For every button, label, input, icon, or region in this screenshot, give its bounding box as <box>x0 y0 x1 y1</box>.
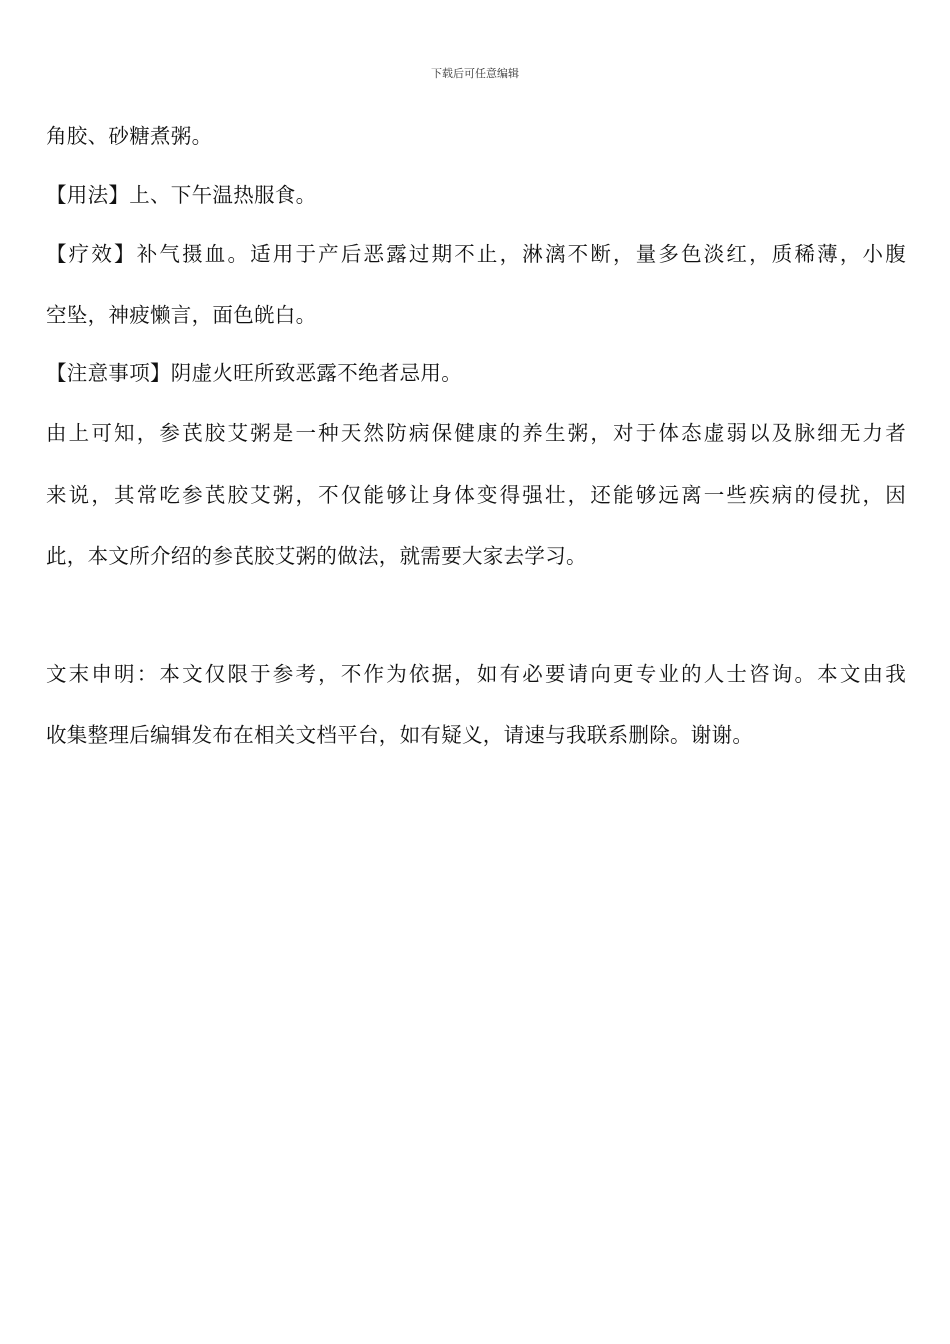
text-line: 此，本文所介绍的参芪胶艾粥的做法，就需要大家去学习。 <box>46 544 587 568</box>
page-header: 下载后可任意编辑 <box>431 67 519 80</box>
text-line: 【用法】上、下午温热服食。 <box>46 183 317 207</box>
text-line: 来说，其常吃参芪胶艾粥，不仅能够让身体变得强壮，还能够远离一些疾病的侵扰，因 <box>46 483 906 507</box>
text-line: 角胶、砂糖煮粥。 <box>46 124 213 148</box>
text-line: 由上可知，参芪胶艾粥是一种天然防病保健康的养生粥，对于体态虚弱以及脉细无力者 <box>46 421 906 445</box>
text-line: 文末申明：本文仅限于参考，不作为依据，如有必要请向更专业的人士咨询。本文由我 <box>46 662 906 686</box>
text-line: 空坠，神疲懒言，面色㿠白。 <box>46 303 317 327</box>
text-line: 收集整理后编辑发布在相关文档平台，如有疑义，请速与我联系删除。谢谢。 <box>46 723 754 747</box>
text-line: 【注意事项】阴虚火旺所致恶露不绝者忌用。 <box>46 361 462 385</box>
text-line: 【疗效】补气摄血。适用于产后恶露过期不止，淋漓不断，量多色淡红，质稀薄，小腹 <box>46 242 906 266</box>
